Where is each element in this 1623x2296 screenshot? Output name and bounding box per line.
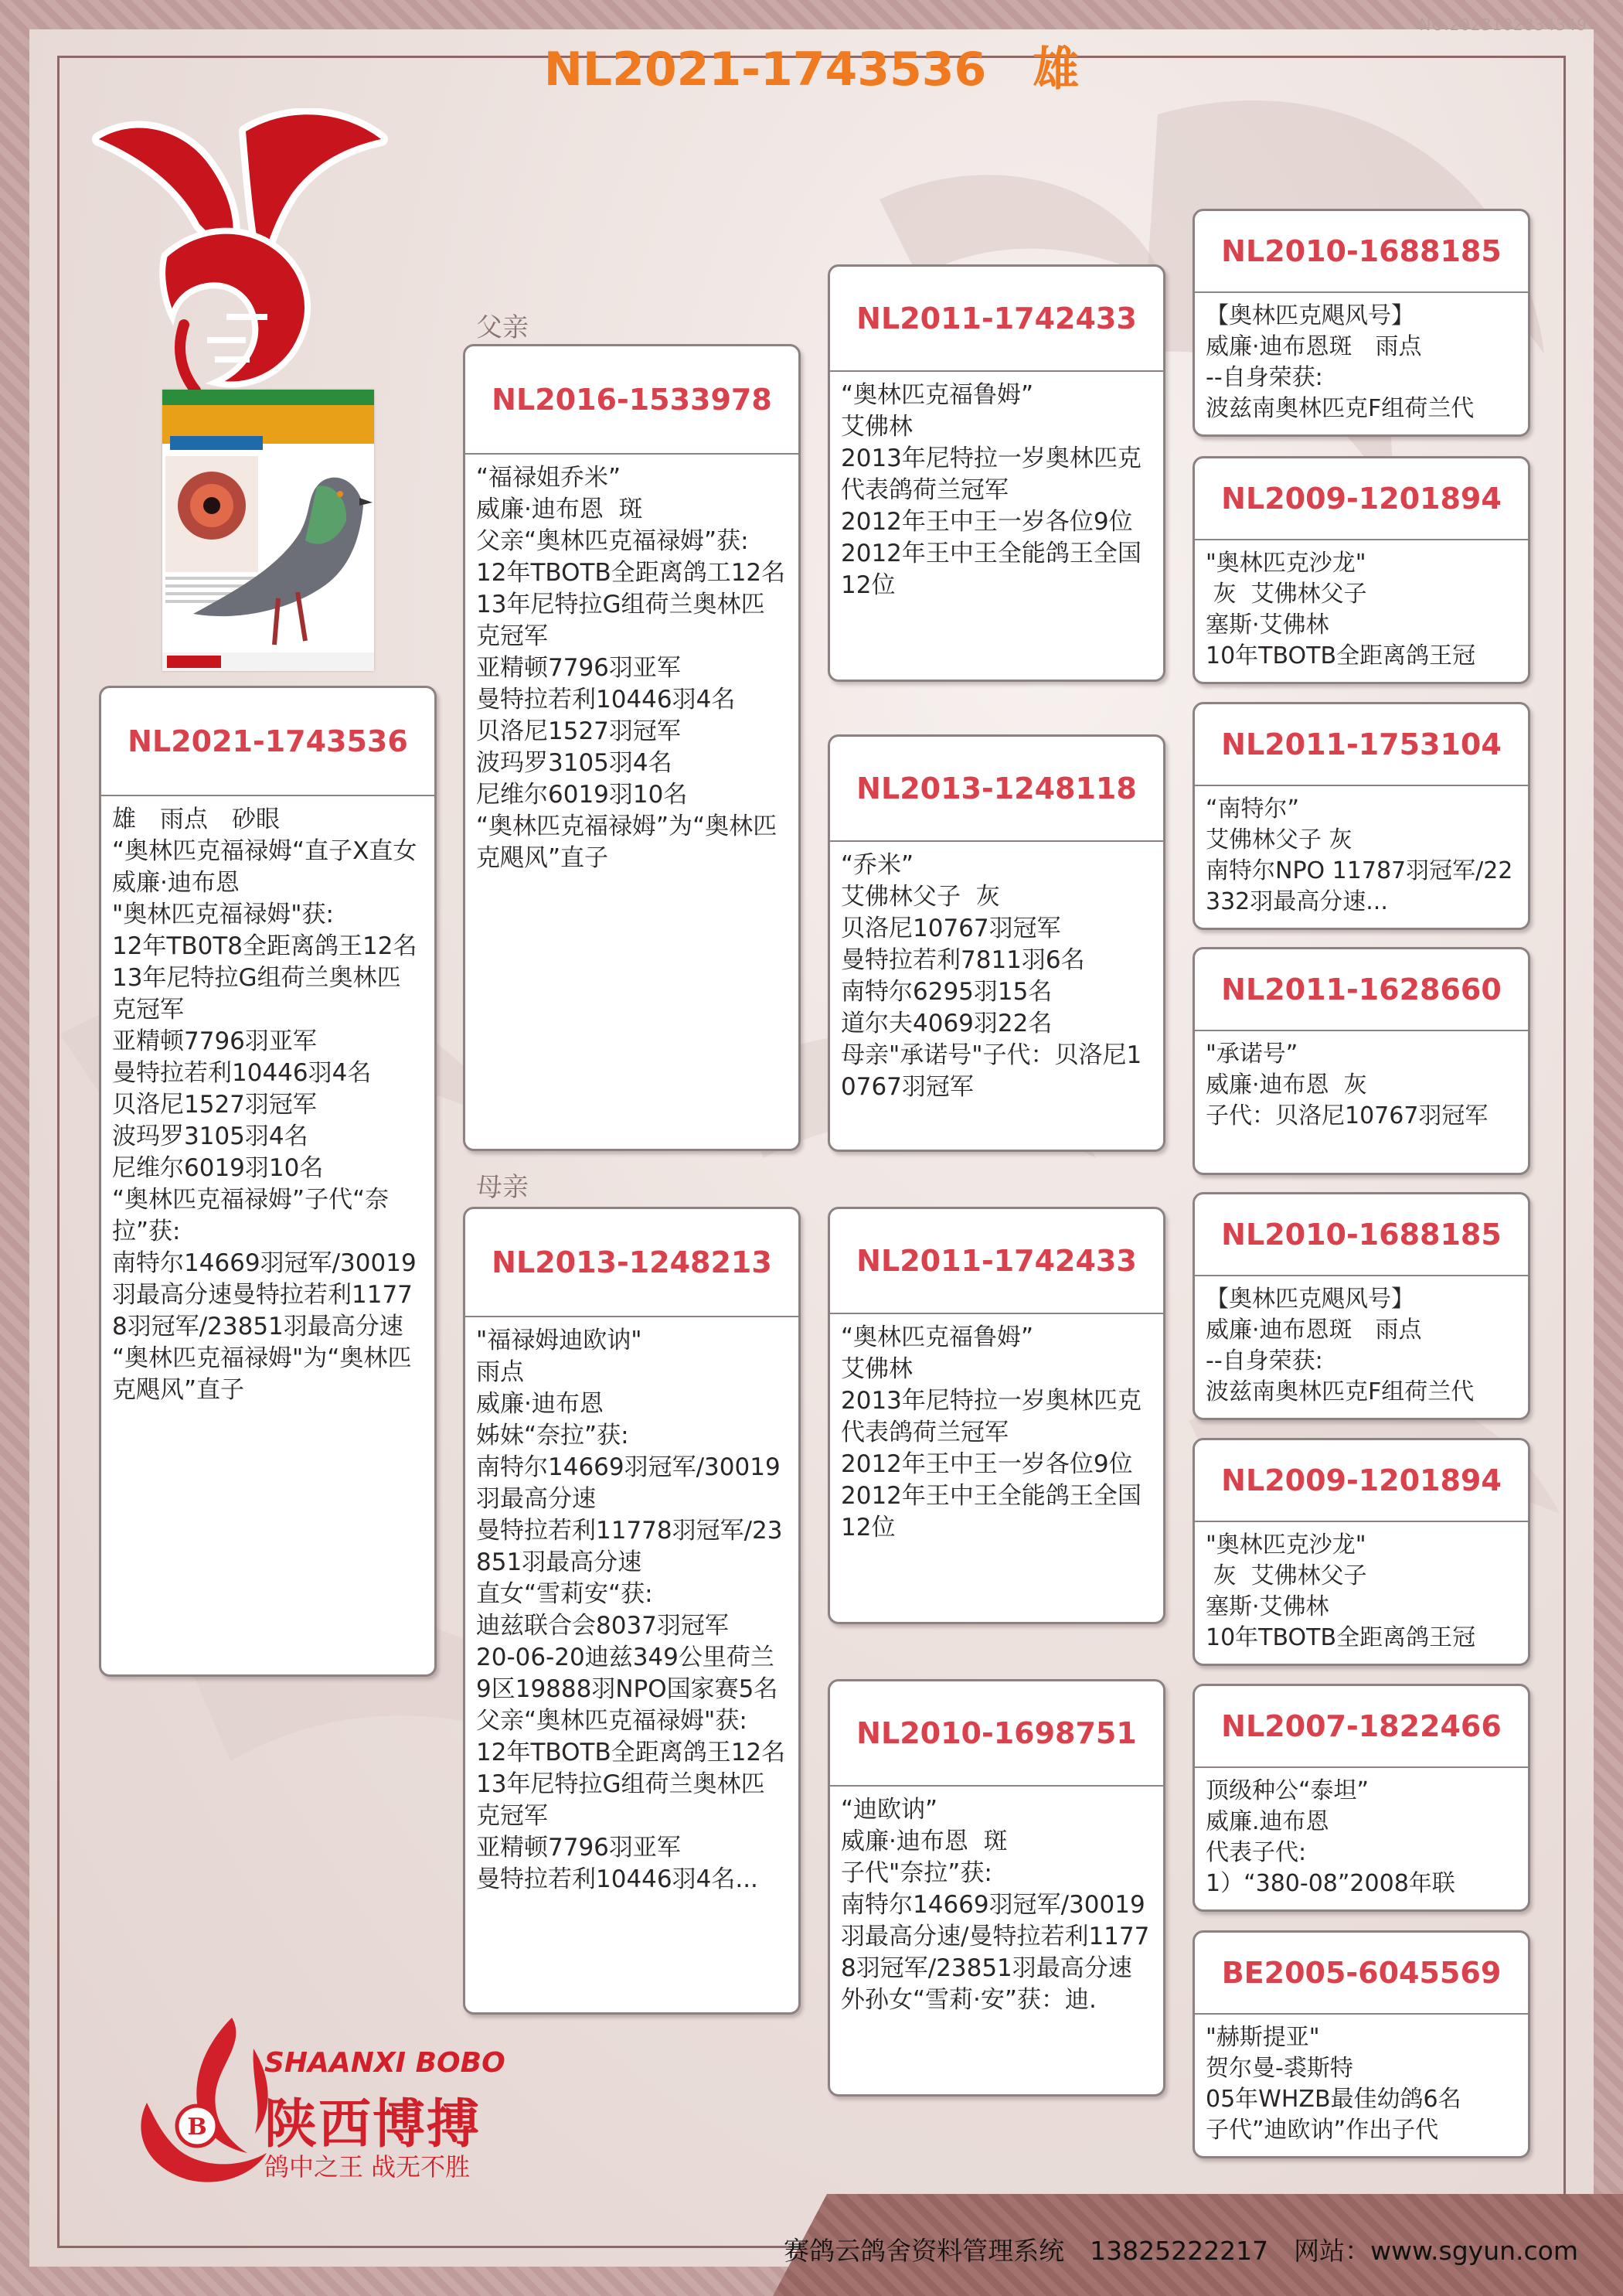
pigeon-photo-advert <box>162 390 374 671</box>
great-grandparent-ring-number: NL2009-1201894 <box>1195 1440 1528 1522</box>
mother-label: 母亲 <box>476 1172 529 1203</box>
grandparent-ring-number: NL2011-1742433 <box>830 1209 1163 1314</box>
father-card <box>463 344 801 1151</box>
great-grandparent-card <box>1193 209 1530 437</box>
father-label: 父亲 <box>476 312 529 343</box>
svg-text:B: B <box>187 2114 207 2141</box>
mother-ring-number: NL2013-1248213 <box>465 1209 798 1317</box>
father-details: “福禄姐乔米” 威廉·迪布恩 斑 父亲“奥林匹克福禄姆”获: 12年TBOTB全距离鸽工12名 13年尼特拉G组荷兰奥林匹克冠军 亚精顿7796羽亚军 曼特拉若利10446羽4名 贝洛尼1527羽冠军 波玛罗3105羽4名 尼维尔6019羽10名 “奥林匹克福禄姆”为“奥林匹克飓风”直子 <box>476 464 786 872</box>
great-grandparent-ring-number: NL2010-1688185 <box>1195 211 1528 293</box>
brand-name-english: SHAANXI BOBO <box>264 2047 505 2079</box>
great-grandparent-details: 【奥林匹克飓风号】 威廉·迪布恩斑 雨点 --自身荣获: 波兹南奥林匹克F组荷兰代 <box>1206 302 1475 422</box>
father-ring-number: NL2016-1533978 <box>465 346 798 455</box>
paternal-grandfather-card <box>828 264 1165 682</box>
subject-card <box>99 686 437 1677</box>
mother-card <box>463 1207 801 2015</box>
great-grandparent-ring-number: NL2010-1688185 <box>1195 1194 1528 1276</box>
great-grandparent-details: "承诺号” 威廉·迪布恩 灰 子代：贝洛尼10767羽冠军 <box>1206 1041 1489 1129</box>
grandparent-ring-number: NL2013-1248118 <box>830 737 1163 842</box>
phoenix-logo-icon <box>91 108 400 402</box>
maternal-grandfather-card <box>828 1207 1165 1624</box>
great-grandparent-ring-number: NL2011-1628660 <box>1195 949 1528 1031</box>
great-grandparent-details: "奥林匹克沙龙" 灰 艾佛林父子 塞斯·艾佛林 10年TBOTB全距离鸽王冠 <box>1206 1531 1476 1651</box>
grandparent-details: “迪欧讷” 威廉·迪布恩 斑 子代"奈拉”获: 南特尔14669羽冠军/30019羽最高分速/曼特拉若利11778羽冠军/23851羽最高分速 外孙女“雪莉·安”获：迪. <box>841 1796 1150 2014</box>
grandparent-details: “奥林匹克福鲁姆” 艾佛林 2013年尼特拉一岁奥林匹克代表鸽荷兰冠军 2012年王中王一岁各位9位 2012年王中王全能鸽王全国12位 <box>841 381 1142 599</box>
great-grandparent-card <box>1193 1684 1530 1912</box>
footer-contact-text: 赛鸽云鸽舍资料管理系统 13825222217 网站：www.sgyun.com <box>784 2236 1578 2266</box>
grandparent-details: “奥林匹克福鲁姆” 艾佛林 2013年尼特拉一岁奥林匹克代表鸽荷兰冠军 2012年王中王一岁各位9位 2012年王中王全能鸽王全国12位 <box>841 1323 1142 1541</box>
page-title: NL2021-1743536 雄 <box>543 43 1080 97</box>
grandparent-ring-number: NL2011-1742433 <box>830 267 1163 372</box>
great-grandparent-details: 【奥林匹克飓风号】 威廉·迪布恩斑 雨点 --自身荣获: 波兹南奥林匹克F组荷兰代 <box>1206 1286 1475 1405</box>
great-grandparent-card <box>1193 947 1530 1175</box>
great-grandparent-details: "奥林匹克沙龙" 灰 艾佛林父子 塞斯·艾佛林 10年TBOTB全距离鸽王冠 <box>1206 550 1476 669</box>
subject-details: 雄 雨点 砂眼 “奥林匹克福禄姆“直子X直女 威廉·迪布恩 "奥林匹克福禄姆"获: 12年TB0T8全距离鸽王12名 13年尼特拉G组荷兰奥林匹克冠军 亚精顿7796羽亚军 曼特拉若利10446羽4名 贝洛尼1527羽冠军 波玛罗3105羽4名 尼维尔6019羽10名 “奥林匹克福禄姆”子代“奈拉”获: 南特尔14669羽冠军/30019羽最高分速曼特拉若利11778羽冠军/23851羽最高分速 “奥林匹克福禄姆"为“奥林匹克飓风”直子 <box>112 806 417 1404</box>
great-grandparent-ring-number: NL2007-1822466 <box>1195 1686 1528 1768</box>
great-grandparent-card <box>1193 456 1530 684</box>
grandparent-details: “乔米” 艾佛林父子 灰 贝洛尼10767羽冠军 曼特拉若利7811羽6名 南特尔6295羽15名 道尔夫4069羽22名 母亲"承诺号"子代：贝洛尼10767羽冠军 <box>841 851 1142 1101</box>
great-grandparent-ring-number: NL2009-1201894 <box>1195 458 1528 540</box>
great-grandparent-card <box>1193 1438 1530 1666</box>
great-grandparent-card <box>1193 1930 1530 2158</box>
great-grandparent-details: 顶级种公“泰坦” 威廉.迪布恩 代表子代: 1）“380-08”2008年联 <box>1206 1777 1455 1897</box>
subject-ring-number: NL2021-1743536 <box>101 688 434 796</box>
great-grandparent-details: “南特尔” 艾佛林父子 灰 南特尔NPO 11787羽冠军/22332羽最高分速... <box>1206 795 1513 915</box>
document-number: NO.2023102834349 <box>1419 15 1587 34</box>
great-grandparent-ring-number: BE2005-6045569 <box>1195 1933 1528 2015</box>
brand-slogan: 鸽中之王 战无不胜 <box>264 2152 471 2182</box>
great-grandparent-details: "赫斯提亚" 贺尔曼-裘斯特 05年WHZB最佳幼鸽6名 子代”迪欧讷”作出子代 <box>1206 2024 1461 2144</box>
maternal-grandmother-card <box>828 1679 1165 2097</box>
paternal-grandmother-card <box>828 734 1165 1152</box>
great-grandparent-card <box>1193 1192 1530 1420</box>
great-grandparent-card <box>1193 702 1530 930</box>
grandparent-ring-number: NL2010-1698751 <box>830 1681 1163 1787</box>
mother-details: "福禄姆迪欧讷" 雨点 威廉·迪布恩 姊妹“奈拉”获: 南特尔14669羽冠军/30019羽最高分速 曼特拉若利11778羽冠军/23851羽最高分速 直女“雪莉安“获: 迪兹联合会8037羽冠军 20-06-20迪兹349公里荷兰9区19888羽NPO国家赛5名 父亲“奥林匹克福禄姆"获: 12年TBOTB全距离鸽王12名 13年尼特拉G组荷兰奥林匹克冠军 亚精顿7796羽亚军 曼特拉若利10446羽4名... <box>476 1327 786 1893</box>
great-grandparent-ring-number: NL2011-1753104 <box>1195 704 1528 786</box>
brand-name-chinese: 陕西博搏 <box>264 2094 481 2155</box>
